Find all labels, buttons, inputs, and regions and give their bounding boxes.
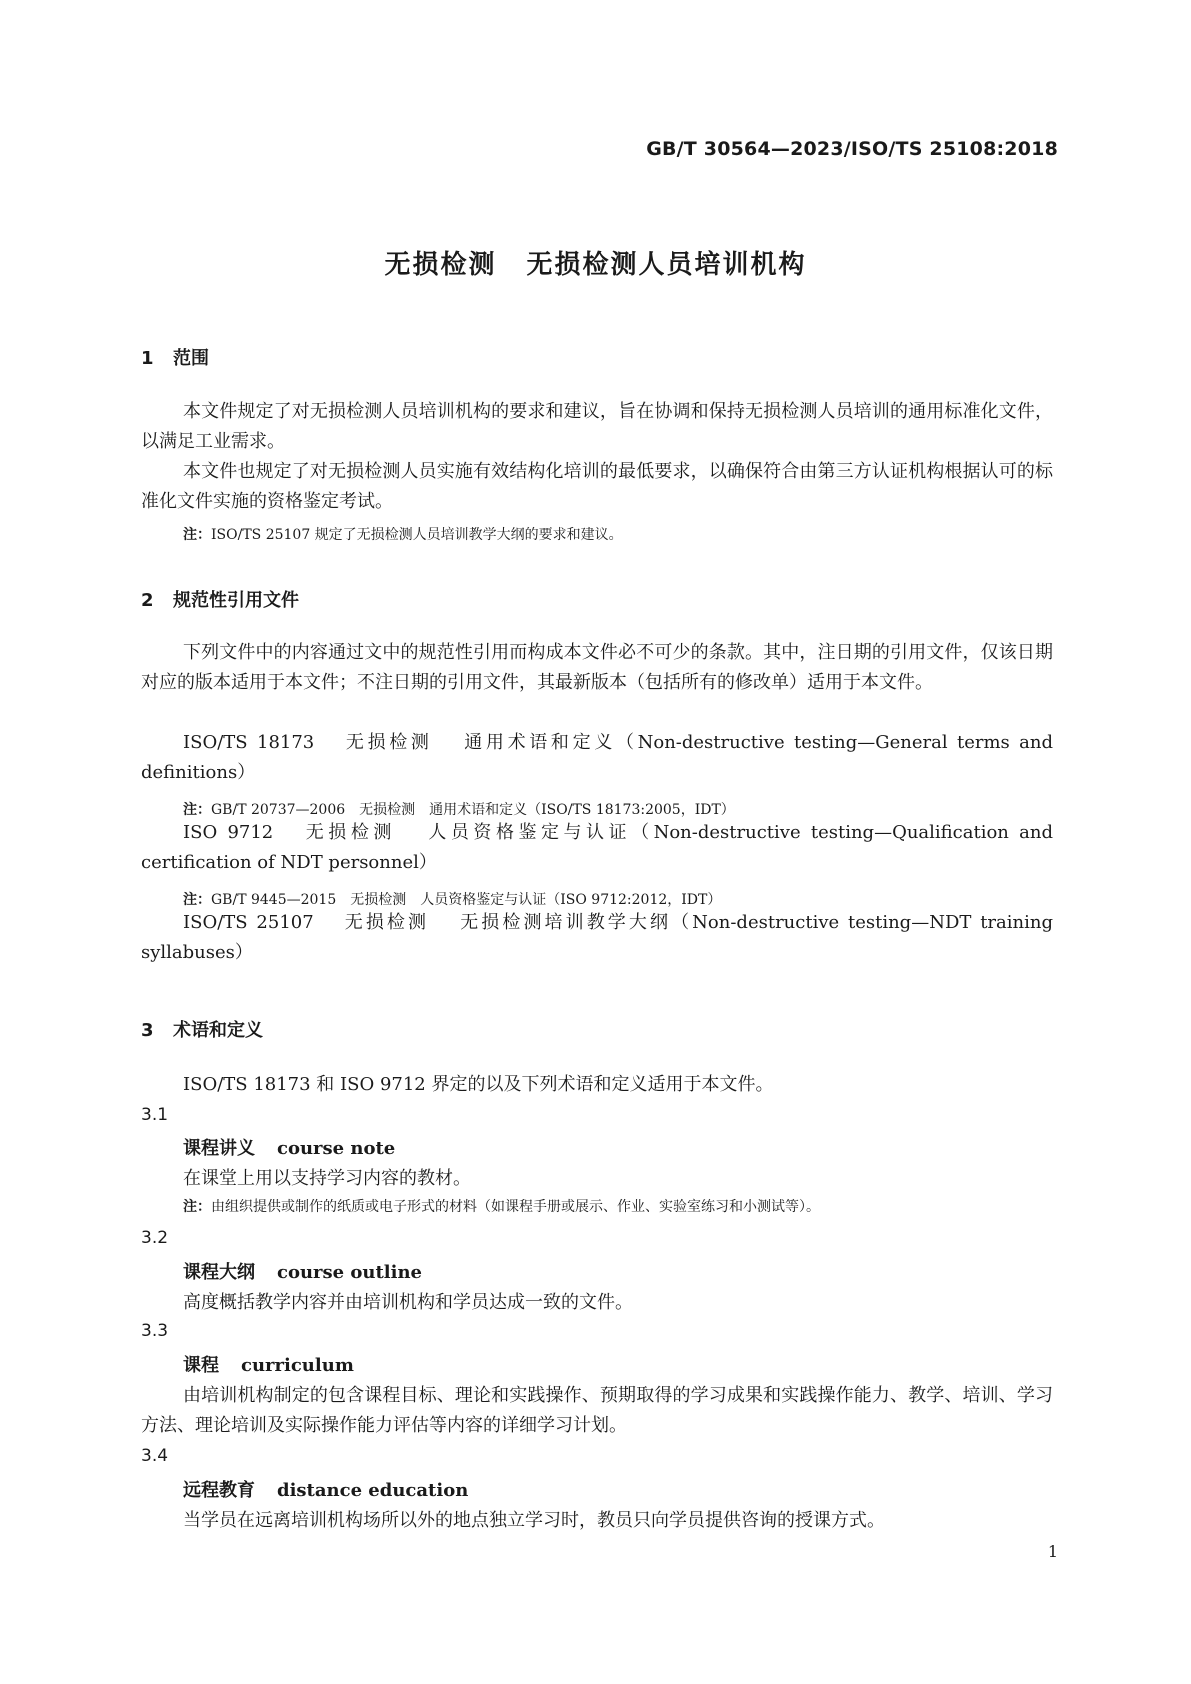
reference-item: ISO/TS 18173 无损检测 通用术语和定义（Non-destructive testing—General terms and definitions） — [141, 732, 1054, 783]
section-1-note: 注：ISO/TS 25107 规定了无损检测人员培训教学大纲的要求和建议。 — [183, 527, 623, 543]
term-number: 3.2 — [141, 1228, 169, 1248]
section-1-paragraph-2: 本文件也规定了对无损检测人员实施有效结构化培训的最低要求，以确保符合由第三方认证机构根据认可的标准化文件实施的资格鉴定考试。 — [141, 461, 1053, 512]
reference-code: ISO/TS 18173 — [183, 732, 315, 753]
section-1-heading: 1 范围 — [141, 348, 209, 369]
term-definition: 当学员在远离培训机构场所以外的地点独立学习时，教员只向学员提供咨询的授课方式。 — [183, 1510, 885, 1531]
term-title: 远程教育 distance education — [183, 1480, 469, 1501]
section-1-paragraph-1: 本文件规定了对无损检测人员培训机构的要求和建议，旨在协调和保持无损检测人员培训的通用标准化文件，以满足工业需求。 — [141, 401, 1053, 452]
section-2-intro: 下列文件中的内容通过文中的规范性引用而构成本文件必不可少的条款。其中，注日期的引用文件，仅该日期对应的版本适用于本文件；不注日期的引用文件，其最新版本（包括所有的修改单）适用于本文件。 — [141, 642, 1053, 693]
title-part-2: 无损检测人员培训机构 — [526, 250, 807, 280]
term-title: 课程 curriculum — [183, 1355, 354, 1376]
reference-code: ISO 9712 — [183, 822, 274, 843]
term-note: 注：由组织提供或制作的纸质或电子形式的材料（如课程手册或展示、作业、实验室练习和小测试等）。 — [183, 1199, 820, 1215]
reference-note: 注：GB/T 20737—2006 无损检测 通用术语和定义（ISO/TS 18173:2005，IDT） — [183, 802, 735, 818]
term-title: 课程讲义 course note — [183, 1138, 396, 1159]
term-title: 课程大纲 course outline — [183, 1262, 423, 1283]
standard-code-header: GB/T 30564—2023/ISO/TS 25108:2018 — [646, 138, 1058, 160]
document-title — [0, 244, 1191, 281]
reference-note: 注：GB/T 9445—2015 无损检测 人员资格鉴定与认证（ISO 9712:2012，IDT） — [183, 892, 722, 908]
reference-item: ISO/TS 25107 无损检测 无损检测培训教学大纲（Non-destructive testing—NDT training syllabuses） — [141, 912, 1053, 963]
title-part-1: 无损检测 — [384, 250, 497, 280]
section-3-intro: ISO/TS 18173 和 ISO 9712 界定的以及下列术语和定义适用于本文件。 — [183, 1074, 774, 1095]
term-definition: 由培训机构制定的包含课程目标、理论和实践操作、预期取得的学习成果和实践操作能力、教学、培训、学习方法、理论培训及实际操作能力评估等内容的详细学习计划。 — [141, 1385, 1053, 1436]
term-number: 3.4 — [141, 1446, 169, 1466]
section-2-heading: 2 规范性引用文件 — [141, 590, 299, 611]
reference-code: ISO/TS 25107 — [183, 912, 314, 933]
term-number: 3.1 — [141, 1105, 169, 1125]
section-3-heading: 3 术语和定义 — [141, 1020, 263, 1041]
term-definition: 在课堂上用以支持学习内容的教材。 — [183, 1168, 471, 1189]
term-definition: 高度概括教学内容并由培训机构和学员达成一致的文件。 — [183, 1292, 633, 1313]
page-number: 1 — [1047, 1542, 1058, 1561]
reference-item: ISO 9712 无损检测 人员资格鉴定与认证（Non-destructive testing—Qualification and certification of NDT personnel） — [141, 822, 1053, 873]
term-number: 3.3 — [141, 1321, 169, 1341]
